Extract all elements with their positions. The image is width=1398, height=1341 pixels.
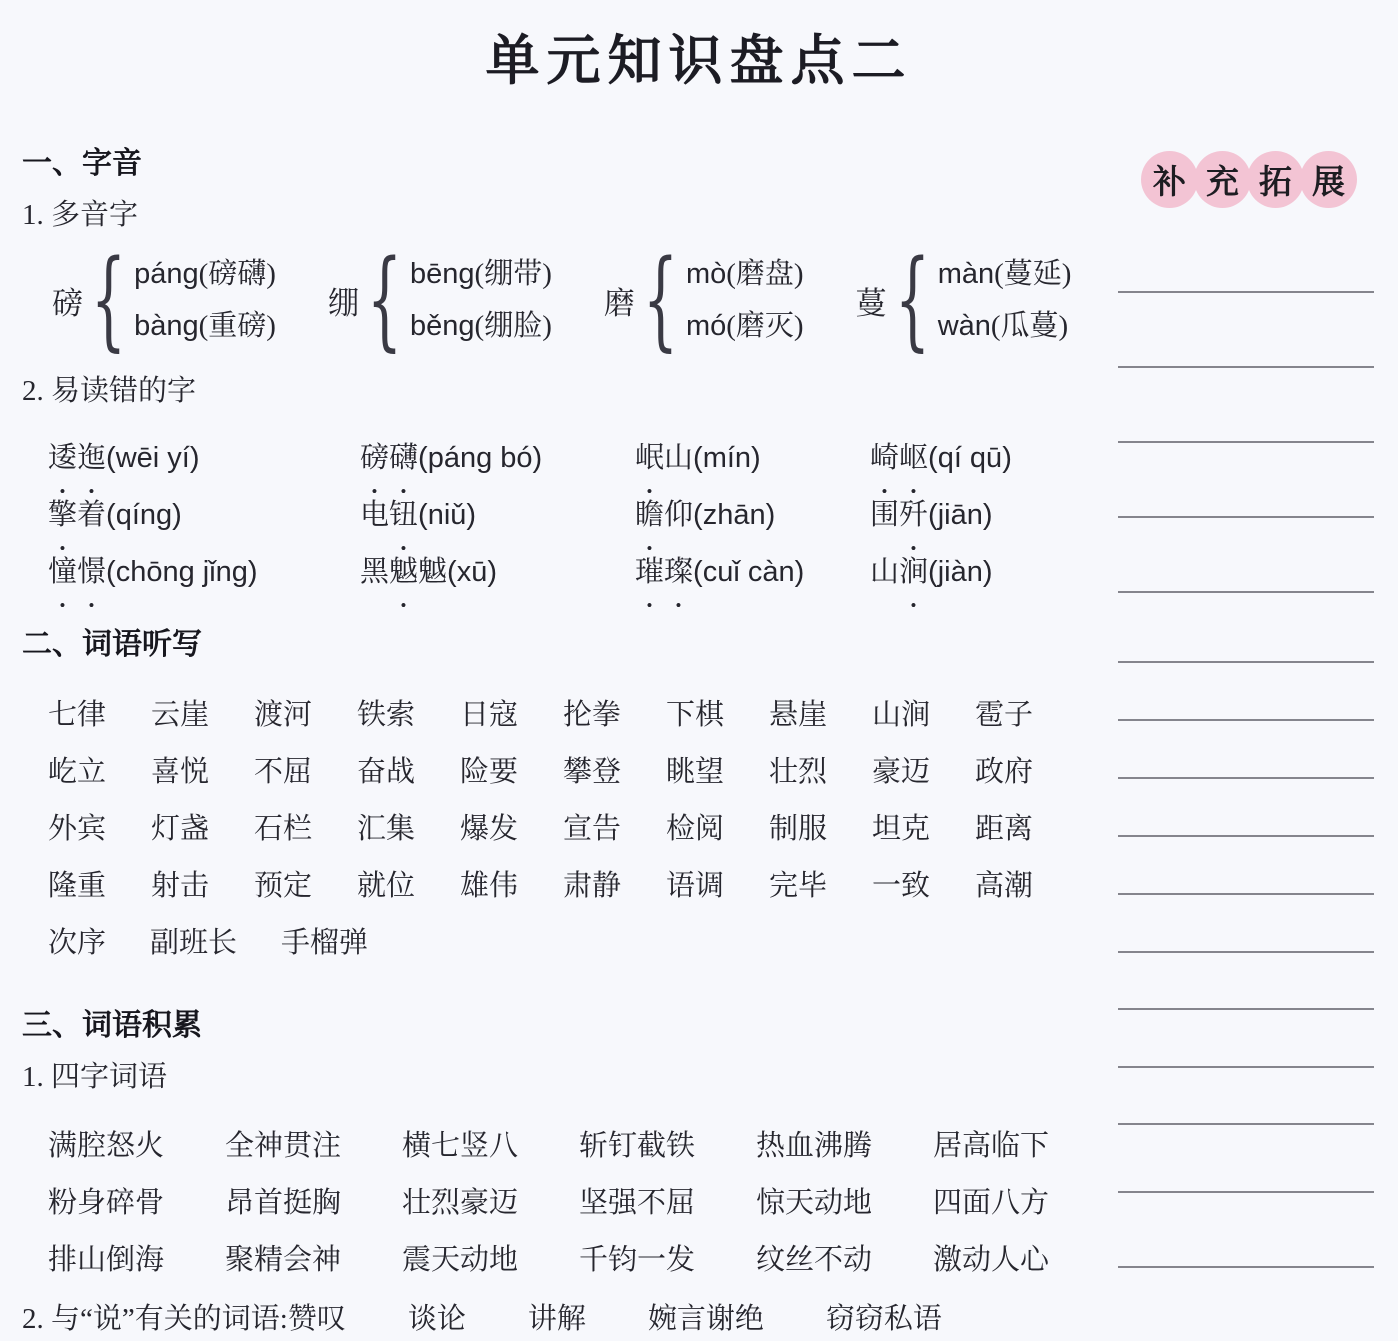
polyphonic-reading — [938, 300, 1072, 352]
idiom-item: 千钧一发 — [579, 1244, 696, 1276]
misread-pinyin: (cuǐ càn) — [693, 556, 805, 588]
speech-words-line — [22, 1297, 1097, 1341]
misread-entry — [635, 487, 870, 544]
word-item: 雄伟 — [460, 870, 519, 902]
word-item: 悬崖 — [769, 699, 828, 731]
idiom-grid — [48, 1118, 1097, 1289]
speech-word: 讲解 — [527, 1303, 586, 1335]
polyphonic-group — [328, 248, 552, 352]
polyphonic-readings — [686, 248, 804, 352]
speech-words-list — [288, 1303, 942, 1335]
note-line — [1118, 835, 1374, 837]
polyphonic-reading — [686, 300, 804, 352]
idiom-item: 昂首挺胸 — [225, 1187, 342, 1219]
word-item: 不屈 — [254, 756, 313, 788]
idiom-item: 横七竖八 — [402, 1130, 519, 1162]
misread-word — [360, 499, 418, 531]
polyphonic-readings — [410, 248, 552, 352]
idiom-item: 聚精会神 — [225, 1244, 342, 1276]
note-line — [1118, 516, 1374, 518]
note-line — [1118, 1008, 1374, 1010]
idiom-item: 热血沸腾 — [756, 1130, 873, 1162]
word-item: 雹子 — [975, 699, 1034, 731]
word-item: 坦克 — [872, 813, 931, 845]
misread-char: 瞻 — [635, 499, 665, 531]
speech-words-prefix: 2. 与“说”有关的词语: — [22, 1303, 288, 1335]
misread-char: 围 — [870, 499, 900, 531]
polyphonic-readings — [134, 248, 276, 352]
polyphonic-row — [52, 248, 1097, 352]
note-line — [1118, 366, 1374, 368]
misread-entry — [870, 430, 1097, 487]
word-item: 距离 — [975, 813, 1034, 845]
polyphonic-group — [856, 248, 1072, 352]
misread-entry — [870, 487, 1097, 544]
reading-pinyin: mò — [685, 258, 727, 290]
misread-char: 涧 — [899, 556, 929, 588]
word-item: 眺望 — [666, 756, 725, 788]
word-item: 喜悦 — [151, 756, 210, 788]
note-line — [1118, 719, 1374, 721]
reading-word: (磅礴) — [198, 258, 276, 290]
brace-icon — [367, 246, 402, 353]
word-item: 豪迈 — [872, 756, 931, 788]
reading-word: (磨灭) — [726, 310, 804, 342]
misread-pinyin: (chōng jǐng) — [106, 556, 258, 588]
misread-entry — [48, 430, 360, 487]
word-item: 下棋 — [666, 699, 725, 731]
misread-pinyin: (jiān) — [928, 499, 993, 531]
word-item: 隆重 — [48, 870, 107, 902]
badge-char: 补 — [1141, 151, 1198, 208]
misread-pinyin: (jiàn) — [928, 556, 993, 588]
word-item: 外宾 — [48, 813, 107, 845]
brace-icon — [91, 246, 126, 353]
badge-char: 拓 — [1247, 151, 1304, 208]
word-item: 七律 — [48, 699, 107, 731]
misread-entry — [360, 544, 635, 601]
misread-word — [870, 442, 928, 474]
note-line — [1118, 441, 1374, 443]
word-item: 次序 — [48, 927, 107, 959]
misread-pinyin: (zhān) — [693, 499, 776, 531]
word-item: 屹立 — [48, 756, 107, 788]
word-item: 高潮 — [975, 870, 1034, 902]
word-item: 险要 — [460, 756, 519, 788]
section-heading-phonetics: 一、字音 — [22, 147, 142, 180]
reading-pinyin: bàng — [134, 310, 199, 342]
misread-word — [870, 499, 928, 531]
idiom-item: 居高临下 — [933, 1130, 1050, 1162]
misread-entry — [635, 544, 870, 601]
misread-char: 憧 — [48, 556, 78, 588]
misread-word — [635, 442, 693, 474]
misread-word — [360, 556, 447, 588]
misread-char: 擎 — [48, 499, 78, 531]
reading-pinyin: páng — [134, 258, 199, 290]
badge-char: 充 — [1194, 151, 1251, 208]
section-heading-dictation: 二、词语听写 — [22, 628, 202, 661]
reading-word: (磨盘) — [726, 258, 804, 290]
misread-char: 黑 — [360, 556, 390, 588]
reading-pinyin: běng — [410, 310, 475, 342]
idiom-item: 坚强不屈 — [579, 1187, 696, 1219]
misread-char: 魆 — [389, 556, 419, 588]
polyphonic-readings — [938, 248, 1072, 352]
misread-char: 崎 — [870, 442, 900, 474]
note-line — [1118, 291, 1374, 293]
polyphonic-base-char: 磨 — [603, 285, 635, 321]
misread-pinyin: (niǔ) — [418, 499, 477, 531]
speech-word: 婉言谢绝 — [647, 1303, 764, 1335]
idiom-item: 满腔怒火 — [48, 1130, 165, 1162]
misread-word — [48, 442, 106, 474]
dictation-grid — [48, 687, 1097, 915]
note-line — [1118, 777, 1374, 779]
brace-icon — [643, 246, 678, 353]
note-line — [1118, 1066, 1374, 1068]
word-item: 铁索 — [357, 699, 416, 731]
note-line — [1118, 1266, 1374, 1268]
speech-word: 谈论 — [407, 1303, 466, 1335]
note-line — [1118, 661, 1374, 663]
word-item: 一致 — [872, 870, 931, 902]
misread-char: 逶 — [48, 442, 78, 474]
idiom-item: 震天动地 — [402, 1244, 519, 1276]
supplement-badge — [1141, 151, 1357, 208]
speech-word: 赞叹 — [287, 1303, 346, 1335]
reading-word: (重磅) — [198, 310, 276, 342]
word-item: 抡拳 — [563, 699, 622, 731]
reading-word: (蔓延) — [994, 258, 1072, 290]
misread-char: 钮 — [389, 499, 419, 531]
word-item: 就位 — [357, 870, 416, 902]
misread-pinyin: (qí qū) — [928, 442, 1012, 474]
word-item: 渡河 — [254, 699, 313, 731]
word-item: 完毕 — [769, 870, 828, 902]
polyphonic-group — [52, 248, 276, 352]
word-item: 汇集 — [357, 813, 416, 845]
misread-grid — [48, 430, 1097, 601]
word-item: 灯盏 — [151, 813, 210, 845]
misread-word — [48, 499, 106, 531]
note-line — [1118, 1123, 1374, 1125]
misread-word — [360, 442, 418, 474]
misread-pinyin: (mín) — [693, 442, 761, 474]
misread-pinyin: (wēi yí) — [106, 442, 200, 474]
misread-char: 礴 — [389, 442, 419, 474]
idiom-item: 激动人心 — [933, 1244, 1050, 1276]
word-item: 石栏 — [254, 813, 313, 845]
misread-word — [870, 556, 928, 588]
word-item: 语调 — [666, 870, 725, 902]
polyphonic-group — [604, 248, 804, 352]
misread-char: 迤 — [77, 442, 107, 474]
word-item: 云崖 — [151, 699, 210, 731]
misread-word — [635, 499, 693, 531]
word-item: 日寇 — [460, 699, 519, 731]
misread-entry — [360, 430, 635, 487]
idiom-item: 斩钉截铁 — [579, 1130, 696, 1162]
misread-char: 歼 — [899, 499, 929, 531]
misread-char: 岖 — [899, 442, 929, 474]
word-item: 手榴弹 — [281, 927, 369, 959]
misread-char: 山 — [664, 442, 694, 474]
polyphonic-base-char: 绷 — [327, 285, 359, 321]
idiom-item: 惊天动地 — [756, 1187, 873, 1219]
section-heading-accumulation: 三、词语积累 — [22, 1009, 202, 1042]
misread-pinyin: (páng bó) — [418, 442, 543, 474]
polyphonic-reading — [134, 300, 276, 352]
misread-char: 山 — [870, 556, 900, 588]
idiom-item: 全神贯注 — [225, 1130, 342, 1162]
subheading-misread: 2. 易读错的字 — [22, 375, 197, 407]
word-item: 政府 — [975, 756, 1034, 788]
word-item: 山涧 — [872, 699, 931, 731]
polyphonic-reading — [938, 248, 1072, 300]
misread-entry — [48, 487, 360, 544]
reading-word: (瓜蔓) — [990, 310, 1069, 342]
word-item: 攀登 — [563, 756, 622, 788]
polyphonic-base-char: 磅 — [52, 285, 83, 321]
polyphonic-reading — [410, 300, 552, 352]
reading-pinyin: bēng — [410, 258, 475, 290]
reading-pinyin: wàn — [937, 310, 991, 342]
word-item: 预定 — [254, 870, 313, 902]
dictation-last-row — [48, 915, 1097, 972]
polyphonic-reading — [686, 248, 804, 300]
speech-word: 窃窃私语 — [825, 1303, 942, 1335]
word-item: 检阅 — [666, 813, 725, 845]
misread-entry — [870, 544, 1097, 601]
misread-char: 憬 — [77, 556, 107, 588]
misread-pinyin: (qíng) — [106, 499, 182, 531]
misread-char: 磅 — [360, 442, 390, 474]
misread-char: 着 — [77, 499, 107, 531]
idiom-item: 纹丝不动 — [756, 1244, 873, 1276]
reading-word: (绷带) — [474, 258, 552, 290]
reading-word: (绷脸) — [474, 310, 552, 342]
idiom-item: 壮烈豪迈 — [402, 1187, 519, 1219]
main-content — [22, 130, 1097, 1341]
misread-char: 璀 — [635, 556, 665, 588]
misread-word — [635, 556, 693, 588]
idiom-item: 四面八方 — [933, 1187, 1050, 1219]
word-item: 壮烈 — [769, 756, 828, 788]
note-line — [1118, 893, 1374, 895]
reading-pinyin: màn — [937, 258, 995, 290]
word-item: 制服 — [769, 813, 828, 845]
misread-entry — [360, 487, 635, 544]
misread-char: 仰 — [664, 499, 694, 531]
word-item: 爆发 — [460, 813, 519, 845]
polyphonic-base-char: 蔓 — [855, 285, 887, 321]
idiom-item: 排山倒海 — [48, 1244, 165, 1276]
subheading-four-char: 1. 四字词语 — [22, 1061, 168, 1093]
idiom-item: 粉身碎骨 — [48, 1187, 165, 1219]
subheading-polyphonic: 1. 多音字 — [22, 199, 139, 231]
note-line — [1118, 1191, 1374, 1193]
polyphonic-reading — [410, 248, 552, 300]
word-item: 副班长 — [150, 927, 238, 959]
page-title: 单元知识盘点二 — [485, 31, 913, 91]
misread-char: 电 — [360, 499, 390, 531]
word-item: 肃静 — [563, 870, 622, 902]
misread-entry — [635, 430, 870, 487]
word-item: 奋战 — [357, 756, 416, 788]
misread-char: 魆 — [418, 556, 448, 588]
misread-word — [48, 556, 106, 588]
misread-entry — [48, 544, 360, 601]
misread-char: 岷 — [635, 442, 665, 474]
note-line — [1118, 951, 1374, 953]
word-item: 宣告 — [563, 813, 622, 845]
brace-icon — [894, 246, 929, 353]
polyphonic-reading — [134, 248, 276, 300]
reading-pinyin: mó — [685, 310, 727, 342]
word-item: 射击 — [151, 870, 210, 902]
badge-char: 展 — [1300, 151, 1357, 208]
misread-pinyin: (xū) — [447, 556, 497, 588]
misread-char: 璨 — [664, 556, 694, 588]
note-line — [1118, 591, 1374, 593]
